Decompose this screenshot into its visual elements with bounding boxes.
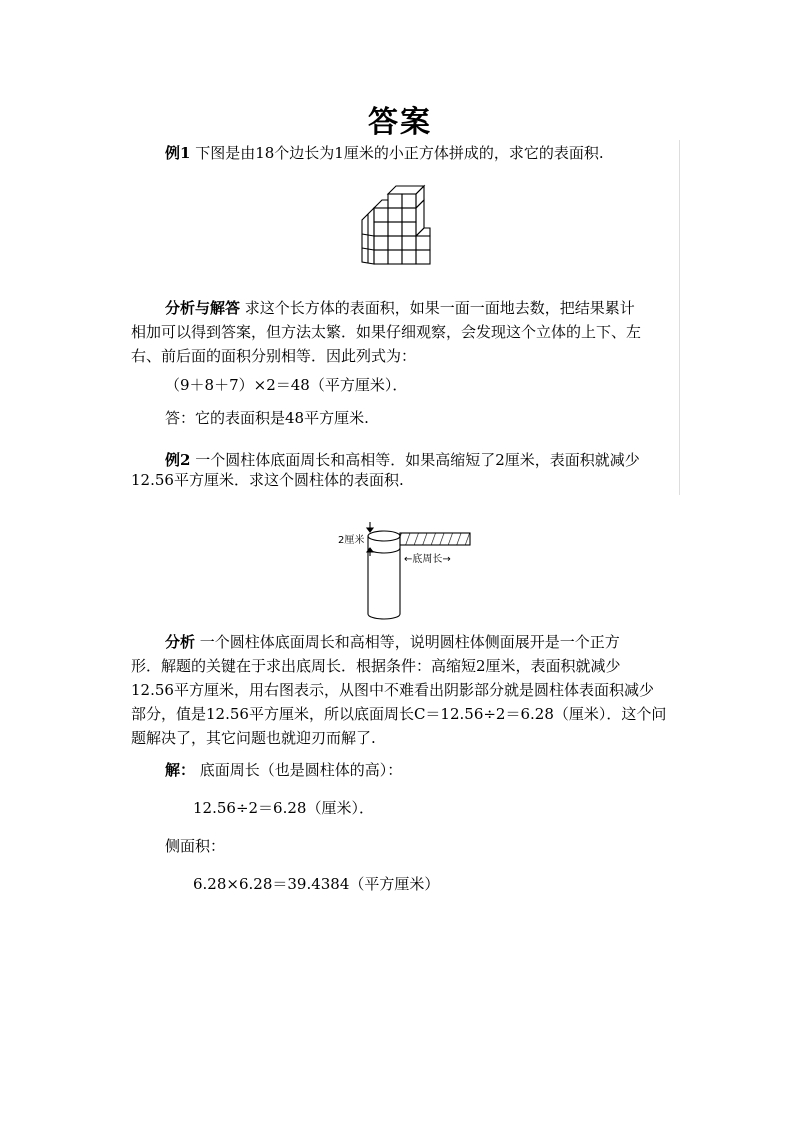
cylinder-figure xyxy=(330,518,480,623)
example1-text: 下图是由18个边长为1厘米的小正方体拼成的，求它的表面积. xyxy=(195,144,604,162)
analysis2-line3: 12.56平方厘米，用右图表示，从图中不难看出阴影部分就是圆柱体表面积减少 xyxy=(131,681,654,699)
solution-line2: 侧面积： xyxy=(165,837,226,855)
example2-label: 例2 xyxy=(165,451,191,469)
analysis1-line2: 相加可以得到答案，但方法太繁．如果仔细观察，会发现这个立体的上下、左 xyxy=(131,323,642,341)
analysis1-label: 分析与解答 xyxy=(165,299,241,317)
example1-question xyxy=(165,143,604,163)
base-label: ←底周长→ xyxy=(404,554,451,565)
analysis1-answer: 答：它的表面积是48平方厘米. xyxy=(165,409,369,427)
cube-stack-figure xyxy=(350,178,440,273)
analysis2-line1 xyxy=(165,632,620,652)
analysis2-label: 分析 xyxy=(165,633,196,651)
solution-line1 xyxy=(165,760,402,780)
solution-text1: 底面周长（也是圆柱体的高）： xyxy=(199,761,403,779)
analysis1-text1: 求这个长方体的表面积，如果一面一面地去数，把结果累计 xyxy=(244,299,635,317)
height-label: 2厘米 xyxy=(338,535,365,546)
example2-line2: 12.56平方厘米．求这个圆柱体的表面积. xyxy=(131,471,404,489)
solution-label: 解： xyxy=(165,761,196,779)
example2-line1 xyxy=(165,450,640,470)
margin-rule xyxy=(679,140,680,495)
page-title: 答案 xyxy=(368,105,432,140)
solution-calc1: 12.56÷2＝6.28（厘米）． xyxy=(193,799,374,817)
analysis1-formula: （9＋8＋7）×2＝48（平方厘米）． xyxy=(165,376,408,394)
solution-calc2: 6.28×6.28＝39.4384（平方厘米） xyxy=(193,875,440,893)
analysis2-line5: 题解决了，其它问题也就迎刃而解了. xyxy=(131,729,376,747)
analysis1-line1 xyxy=(165,298,635,318)
analysis2-line4: 部分，值是12.56平方厘米，所以底面周长C＝12.56÷2＝6.28（厘米）．这个问 xyxy=(131,705,667,723)
analysis2-text1: 一个圆柱体底面周长和高相等，说明圆柱体侧面展开是一个正方 xyxy=(199,633,620,651)
analysis1-line3: 右、前后面的面积分别相等．因此列式为： xyxy=(131,347,417,365)
example1-label: 例1 xyxy=(165,144,191,162)
example2-text1: 一个圆柱体底面周长和高相等．如果高缩短了2厘米，表面积就减少 xyxy=(195,451,640,469)
analysis2-line2: 形．解题的关键在于求出底周长．根据条件：高缩短2厘米，表面积就减少 xyxy=(131,657,621,675)
